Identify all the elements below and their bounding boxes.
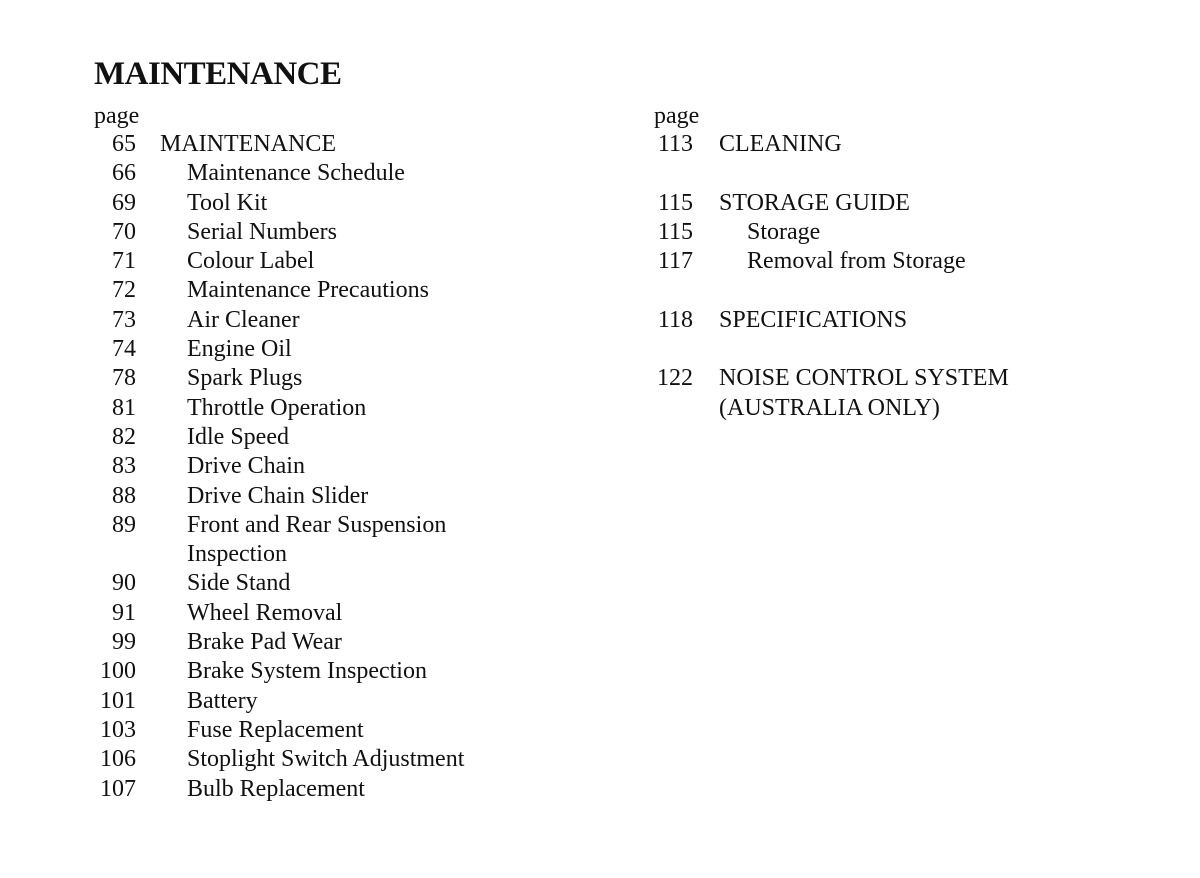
toc-page-number: 69 [112,189,136,216]
toc-page-number [654,394,693,423]
toc-page-number: 71 [112,248,136,275]
toc-entry-title: CLEANING [719,131,842,157]
toc-entry-title: Front and Rear Suspension [187,511,447,538]
toc-entry-title: Air Cleaner [187,306,300,333]
toc-page-number: 99 [112,629,136,656]
toc-entry[interactable] [654,364,1009,393]
toc-entry-title: (AUSTRALIA ONLY) [719,394,940,421]
toc-entry[interactable] [94,364,464,393]
toc-page-number: 89 [112,511,136,538]
toc-entry-title: Engine Oil [187,336,292,363]
toc-page-number: 72 [112,277,136,304]
toc-entry[interactable] [94,775,464,804]
toc-entry-title: Storage [747,218,821,245]
toc-entry[interactable] [94,540,464,569]
toc-page-number: 88 [112,482,136,509]
page-column-header: page [94,103,140,129]
toc-page-number: 70 [112,218,136,245]
toc-entry-title: Spark Plugs [187,365,303,392]
toc-spacer [654,276,1009,305]
toc-entry[interactable] [94,628,464,657]
toc-page-number: 81 [112,394,136,421]
toc-entry-title: Drive Chain Slider [187,482,369,509]
toc-spacer [654,335,1009,364]
toc-entry[interactable] [94,423,464,452]
toc-page-number: 82 [112,423,136,450]
toc-entry-title: Battery [187,687,258,714]
toc-entry[interactable] [94,657,464,686]
toc-list-right [654,130,1009,423]
toc-entry[interactable] [94,247,464,276]
toc-entry-title: Maintenance Precautions [187,277,429,304]
toc-entry-title: Brake Pad Wear [187,629,342,656]
toc-page-number: 115 [657,189,693,216]
toc-page-number: 117 [657,248,693,275]
toc-entry[interactable] [94,276,464,305]
toc-entry[interactable] [654,306,1009,335]
toc-list-left [94,130,464,804]
toc-page-number: 65 [112,131,136,157]
toc-entry-title: MAINTENANCE [160,131,336,157]
toc-page-number: 115 [657,218,693,245]
toc-entry[interactable] [94,452,464,481]
toc-column-right [654,104,1009,423]
toc-entry-title: Removal from Storage [747,248,966,275]
toc-entry[interactable] [94,306,464,335]
toc-entry[interactable] [94,511,464,540]
toc-page-number: 106 [100,746,136,773]
toc-entry-title: Bulb Replacement [187,775,365,802]
toc-page-number: 118 [657,306,693,333]
page-column-header: page [654,103,700,129]
toc-spacer [654,159,1009,188]
toc-page-number: 107 [100,775,136,802]
toc-entry-title: Stoplight Switch Adjustment [187,746,465,773]
toc-page-number [94,540,136,569]
toc-page-number: 74 [112,336,136,363]
toc-entry-title: Tool Kit [187,189,268,216]
toc-page-number: 113 [657,131,693,157]
toc-entry-title: Fuse Replacement [187,716,364,743]
toc-page-number: 100 [100,658,136,685]
toc-page-number: 78 [112,365,136,392]
toc-entry[interactable] [94,482,464,511]
toc-entry-title: Wheel Removal [187,599,343,626]
toc-entry[interactable] [94,716,464,745]
toc-entry-title: Inspection [187,541,287,568]
toc-page-number: 66 [112,160,136,187]
toc-entry-title: SPECIFICATIONS [719,306,908,333]
toc-entry-title: STORAGE GUIDE [719,189,910,216]
page-title: MAINTENANCE [94,56,342,92]
toc-entry[interactable] [654,189,1009,218]
toc-entry-title: Drive Chain [187,453,305,480]
toc-entry[interactable] [94,218,464,247]
toc-page-number: 122 [657,365,693,392]
toc-entry[interactable] [94,569,464,598]
toc-entry[interactable] [654,130,1009,159]
toc-page-number: 91 [112,599,136,626]
toc-page-number: 83 [112,453,136,480]
toc-entry-title: Brake System Inspection [187,658,427,685]
toc-entry-title: Maintenance Schedule [187,160,405,187]
toc-page-number: 101 [100,687,136,714]
toc-entry[interactable] [94,130,464,159]
toc-entry[interactable] [94,189,464,218]
toc-entry-title: Serial Numbers [187,218,337,245]
toc-page-number: 103 [100,716,136,743]
toc-entry[interactable] [654,394,1009,423]
toc-entry[interactable] [94,745,464,774]
toc-page-number: 73 [112,306,136,333]
toc-entry[interactable] [94,687,464,716]
toc-entry[interactable] [94,159,464,188]
toc-entry[interactable] [94,335,464,364]
toc-entry-title: Side Stand [187,570,291,597]
toc-entry-title: Throttle Operation [187,394,367,421]
toc-entry[interactable] [94,599,464,628]
toc-entry[interactable] [654,247,1009,276]
toc-entry-title: Colour Label [187,248,315,275]
toc-entry-title: NOISE CONTROL SYSTEM [719,365,1009,392]
toc-page-number: 90 [112,570,136,597]
toc-entry-title: Idle Speed [187,423,289,450]
toc-column-left [94,104,464,804]
toc-entry[interactable] [94,394,464,423]
toc-entry[interactable] [654,218,1009,247]
